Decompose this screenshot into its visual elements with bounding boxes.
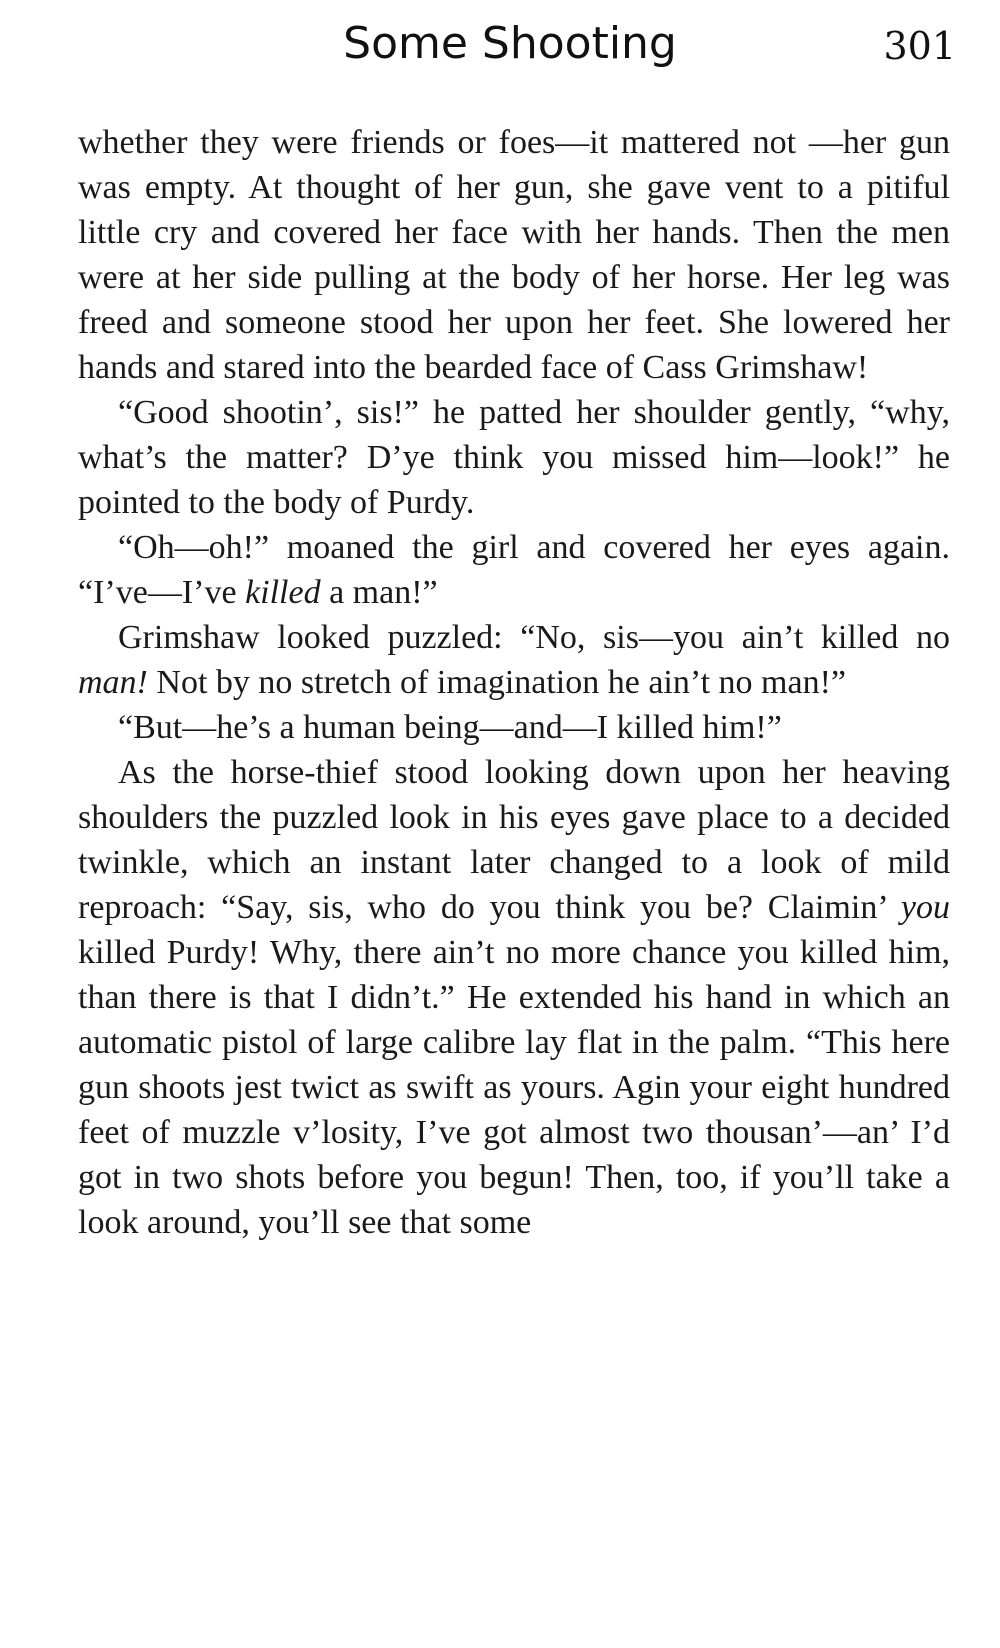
- paragraph-text: “Good shootin’, sis!” he patted her shoulder gently, “why, what’s the matter? D’ye think you missed him—look!” he pointed to the body of Purdy.: [78, 394, 950, 521]
- italic-word: you: [900, 889, 950, 926]
- paragraph-text: “But—he’s a human being—and—I killed him!”: [118, 709, 782, 746]
- paragraph-4: [78, 615, 950, 705]
- page-number: 301: [883, 24, 956, 68]
- paragraph-text: As the horse-thief stood looking down upon her heaving shoulders the puzzled look in his eyes gave place to a decided twinkle, which an instant later changed to a look of mild reproach: “Say, sis, who do you think you be? Claimin’: [78, 754, 950, 926]
- paragraph-text: whether they were friends or foes—it mattered not —her gun was empty. At thought of her gun, she gave vent to a pitiful little cry and covered her face with her hands. Then the men were at her side pulling at the body of her horse. Her leg was freed and someone stood her upon her feet. She lowered her hands and stared into the bearded face of Cass Grimshaw!: [78, 124, 950, 386]
- paragraph-2: [78, 390, 950, 525]
- paragraph-5: [78, 705, 950, 750]
- italic-word: killed: [245, 574, 321, 611]
- paragraph-text: “Oh—oh!” moaned the girl and covered her eyes again. “I’ve—I’ve: [78, 529, 950, 611]
- paragraph-6: [78, 750, 950, 1245]
- paragraph-3: [78, 525, 950, 615]
- running-head: [80, 14, 960, 74]
- paragraph-text: Not by no stretch of imagination he ain’t no man!”: [147, 664, 846, 701]
- italic-word: man!: [78, 664, 148, 701]
- body-text: [78, 120, 950, 1245]
- paragraph-text: Grimshaw looked puzzled: “No, sis—you ain’t killed no: [118, 619, 950, 656]
- paragraph-text: a man!”: [320, 574, 438, 611]
- paragraph-1: [78, 120, 950, 390]
- paragraph-text: killed Purdy! Why, there ain’t no more chance you killed him, than there is that I didn’t.” He extended his hand in which an automatic pistol of large calibre lay flat in the palm. “This here gun shoots jest twict as swift as yours. Agin your eight hundred feet of muzzle v’losity, I’ve got almost two thousan’—an’ I’d got in two shots before you begun! Then, too, if you’ll take a look around, you’ll see that some: [78, 934, 950, 1241]
- running-title: Some Shooting: [343, 18, 677, 69]
